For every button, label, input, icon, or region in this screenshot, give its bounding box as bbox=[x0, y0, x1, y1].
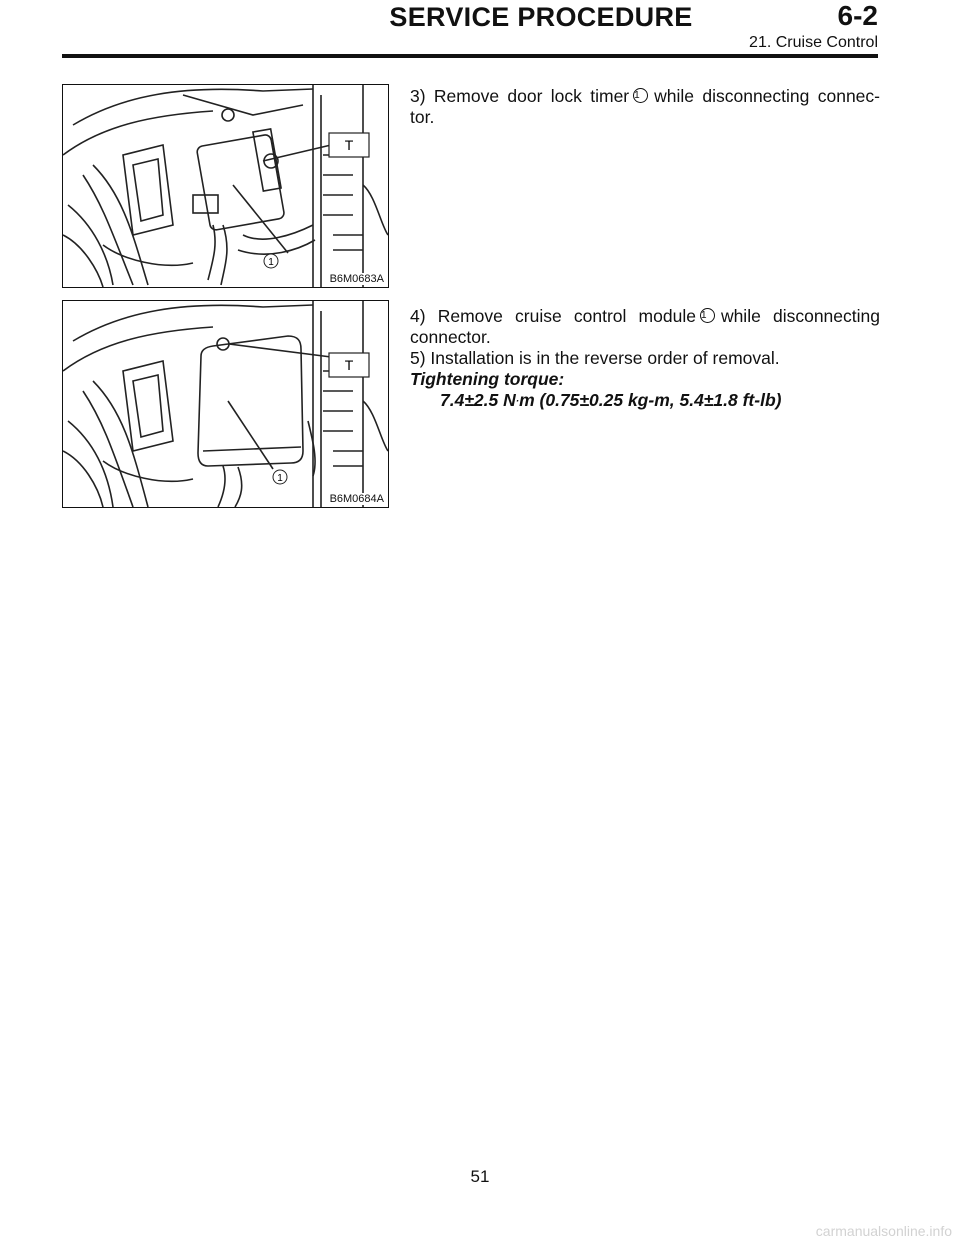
figure-code: B6M0683A bbox=[329, 273, 384, 285]
torque-value bbox=[410, 390, 880, 412]
figure-callout-1: 1 bbox=[268, 257, 274, 268]
figure-cruise-control-module bbox=[62, 300, 389, 508]
page-number: 51 bbox=[470, 1167, 490, 1186]
step-5-text: 5) Installation is in the reverse order of removal. bbox=[410, 348, 780, 368]
torque-value-number: 7.4±2.5 bbox=[440, 390, 504, 410]
figure-illustration bbox=[63, 301, 388, 507]
torque-label: Tightening torque: bbox=[410, 369, 565, 389]
figure-code: B6M0684A bbox=[329, 493, 384, 505]
watermark: carmanualsonline.info bbox=[815, 1223, 952, 1239]
steps-4-5 bbox=[410, 306, 880, 412]
step-3-text: 3) Remove door lock timer bbox=[410, 86, 630, 106]
callout-ref-1: 1 bbox=[633, 88, 648, 103]
figure-label-t: T bbox=[344, 357, 354, 373]
figure-callout-1: 1 bbox=[277, 473, 283, 484]
figure-label-t: T bbox=[344, 137, 354, 153]
step-4-text-cont: while disconnecting connector. bbox=[410, 306, 880, 347]
torque-unit: N bbox=[503, 390, 516, 410]
section-number: 6-2 bbox=[837, 0, 878, 31]
section-title: SERVICE PROCEDURE bbox=[389, 2, 693, 32]
callout-ref-1: 1 bbox=[700, 308, 715, 323]
header-rule bbox=[62, 54, 878, 58]
step-4-text: 4) Remove cruise control module bbox=[410, 306, 696, 326]
torque-value-rest: m (0.75±0.25 kg-m, 5.4±1.8 ft-lb) bbox=[519, 390, 782, 410]
figure-door-lock-timer bbox=[62, 84, 389, 288]
figure-illustration bbox=[63, 85, 388, 287]
section-subtitle: 21. Cruise Control bbox=[749, 34, 878, 51]
step-3-text-cont: while disconnecting connec-tor. bbox=[410, 86, 880, 127]
step-3 bbox=[410, 86, 880, 128]
torque-unit-dot: · bbox=[515, 395, 520, 407]
